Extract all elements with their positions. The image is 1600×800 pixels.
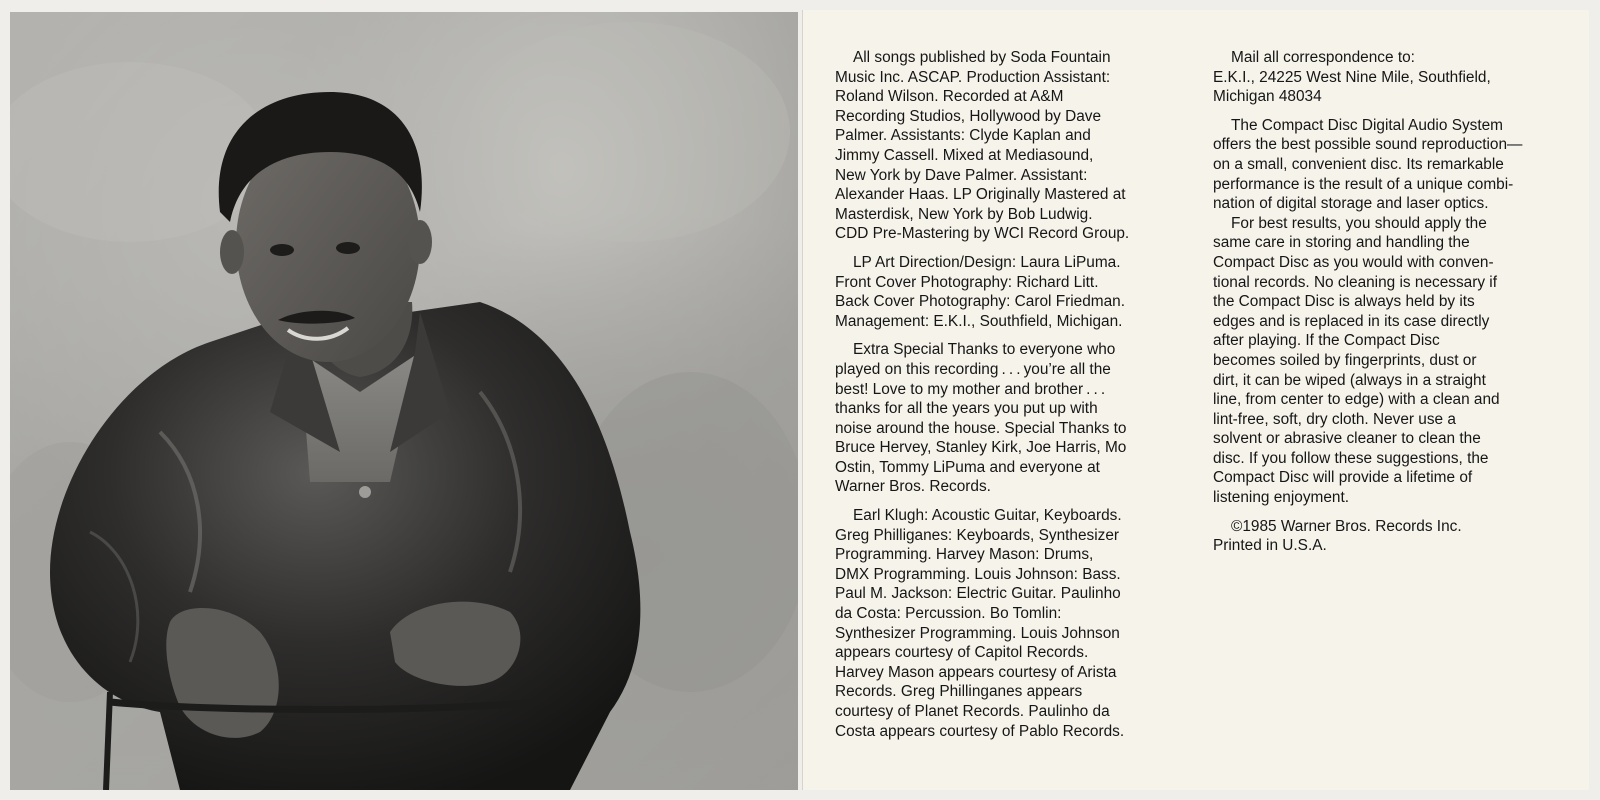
cd-care-text: For best results, you should apply the same care in storing and handling the Compact Disc as you would with conven- tional records. No cleaning is necessary if the Compact Disc is always held by its edges and is replaced in its case directly after playing. If the Compact Disc becomes soiled by fingerprints, dust or dirt, it can be wiped (always in a straight line, from center to edge) with a clean and lint-free, soft, dry cloth. Never use a solvent or abrasive cleaner to clean the disc. If you follow these suggestions, the Compact Disc will provide a lifetime of listening enjoyment.: [1213, 214, 1500, 507]
personnel-credits: Earl Klugh: Acoustic Guitar, Keyboards. Greg Philliganes: Keyboards, Synthesizer Programming. Harvey Mason: Drums, DMX Programming. Louis Johnson: Bass. Paul M. Jackson: Electric Guitar. Paulinho da Costa: Percussion. Bo Tomlin: Synthesizer Programming. Louis Johnson appears courtesy of Capitol Records. Harvey Mason appears courtesy of Arista Records. Greg Phillinganes appears courtesy of Planet Records. Paulinho da Costa appears courtesy of Pablo Records.: [835, 507, 1125, 740]
portrait-illustration: [10, 12, 798, 790]
credits-page: [802, 10, 1589, 790]
publishing-credits: All songs published by Soda Fountain Music Inc. ASCAP. Production Assistant: Roland Wilson. Recorded at A&M Recording Studios, Hollywood by Dave Palmer. Assistants: Clyde Kaplan and Jimmy Cassell. Mixed at Mediasound, New York by Dave Palmer. Assistant: Alexander Haas. LP Originally Mastered at Masterdisk, New York by Bob Ludwig. CDD Pre-Mastering by WCI Record Group.: [835, 49, 1130, 243]
artist-portrait-photo: [10, 12, 798, 790]
info-column: [1213, 48, 1563, 565]
copyright-notice: ©1985 Warner Bros. Records Inc. Printed in U.S.A.: [1213, 517, 1462, 555]
cd-system-text: The Compact Disc Digital Audio System offers the best possible sound reproduction— on a small, convenient disc. Its remarkable performance is the result of a unique combi- nation of digital storage and laser optics.: [1213, 116, 1523, 213]
art-credits: LP Art Direction/Design: Laura LiPuma. Front Cover Photography: Richard Litt. Back Cover Photography: Carol Friedman. Management: E.K.I., Southfield, Michigan.: [835, 253, 1125, 330]
mail-address: E.K.I., 24225 West Nine Mile, Southfield, Michigan 48034: [1213, 68, 1491, 106]
credits-column: [835, 48, 1185, 750]
thanks-text: Extra Special Thanks to everyone who played on this recording . . . you’re all the best! Love to my mother and brother . . . thanks for all the years you put up with noise around the house. Special Thanks to Bruce Hervey, Stanley Kirk, Joe Harris, Mo Ostin, Tommy LiPuma and everyone at Warner Bros. Records.: [835, 341, 1127, 496]
mail-heading: Mail all correspondence to:: [1231, 49, 1415, 66]
